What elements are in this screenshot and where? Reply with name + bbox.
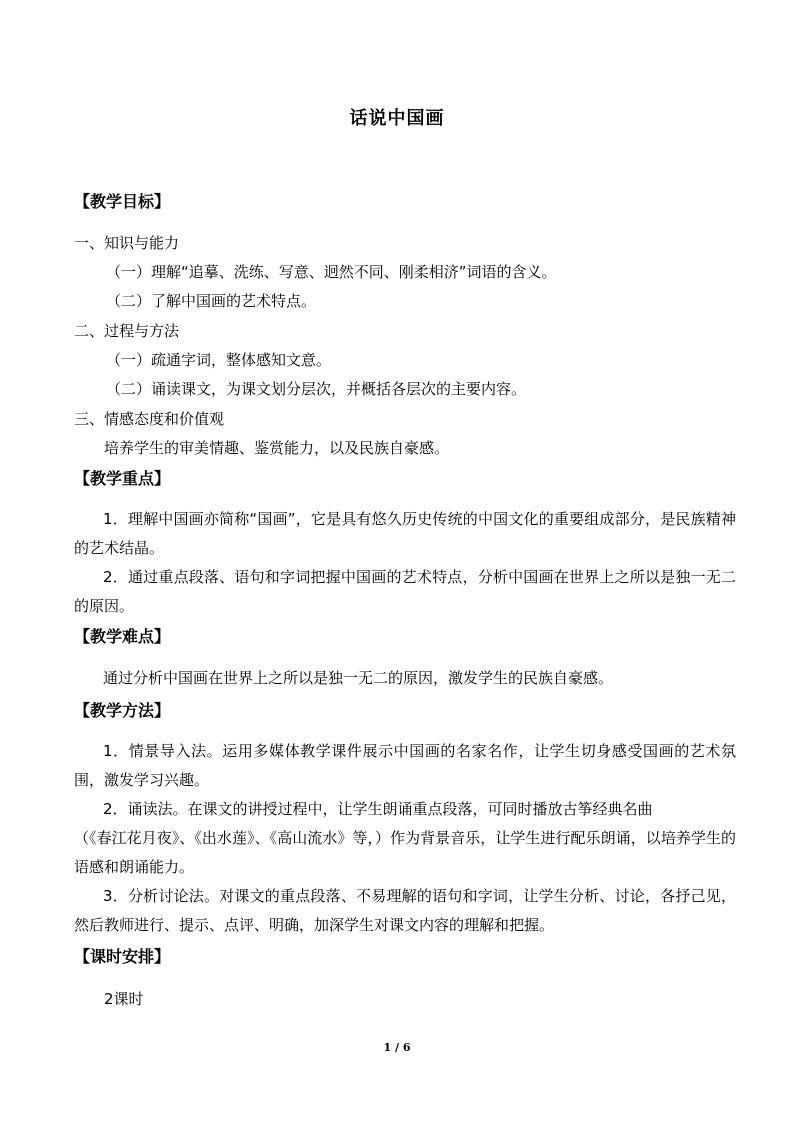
goal-subitem: （二）诵读课文，为课文划分层次，并概括各层次的主要内容。 (106, 380, 527, 398)
goal-subitem: （二）了解中国画的艺术特点。 (106, 292, 317, 310)
difficulty-paragraph: 通过分析中国画在世界上之所以是独一无二的原因，激发学生的民族自豪感。 (103, 669, 614, 687)
method-paragraph-continued: （《春江花月夜》、《出水莲》、《高山流水》等，）作为背景音乐，让学生进行配乐朗诵，以培养学生的语感和朗诵能力。 (74, 829, 736, 876)
method-paragraph: 1．情景导入法。运用多媒体教学课件展示中国画的名家名作，让学生切身感受国画的艺术氛围，激发学习兴趣。 (74, 742, 736, 789)
goal-subitem: （一）疏通字词，整体感知文意。 (106, 351, 332, 369)
section-heading-goals: 【教学目标】 (74, 192, 171, 211)
goal-subitem: 培养学生的审美情趣、鉴赏能力，以及民族自豪感。 (104, 439, 450, 457)
page-number: 1 / 6 (383, 1041, 411, 1054)
goal-item-process: 二、过程与方法 (74, 322, 180, 340)
section-heading-schedule: 【课时安排】 (74, 947, 171, 966)
section-heading-key-points: 【教学重点】 (74, 469, 171, 488)
method-paragraph: 2．诵读法。在课文的讲授过程中，让学生朗诵重点段落，可同时播放古筝经典名曲 (103, 800, 653, 818)
method-paragraph: 3．分析讨论法。对课文的重点段落、不易理解的语句和字词，让学生分析、讨论，各抒己见，然后教师进行、提示、点评、明确，加深学生对课文内容的理解和把握。 (74, 887, 736, 934)
schedule-text: 2课时 (104, 990, 144, 1008)
goal-item-values: 三、情感态度和价值观 (74, 410, 225, 428)
goal-subitem: （一）理解“追摹、洗练、写意、迥然不同、刚柔相济”词语的含义。 (106, 263, 557, 281)
key-point-paragraph: 1．理解中国画亦简称“国画”，它是具有悠久历史传统的中国文化的重要组成部分，是民族精神的艺术结晶。 (74, 510, 736, 557)
page-title: 话说中国画 (349, 108, 445, 129)
section-heading-methods: 【教学方法】 (74, 701, 171, 720)
section-heading-difficulties: 【教学难点】 (74, 627, 171, 646)
goal-item-knowledge: 一、知识与能力 (74, 234, 180, 252)
key-point-paragraph: 2．通过重点段落、语句和字词把握中国画的艺术特点，分析中国画在世界上之所以是独一无二的原因。 (74, 568, 736, 615)
